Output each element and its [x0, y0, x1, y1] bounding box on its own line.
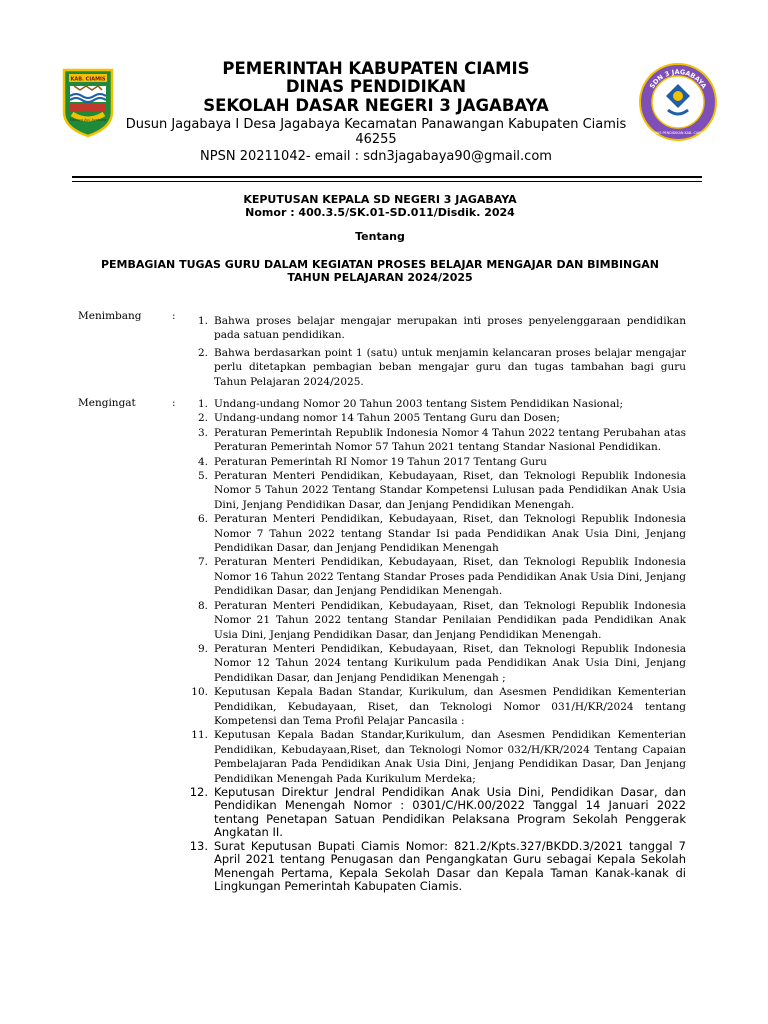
list-item: 6. Peraturan Menteri Pendidikan, Kebudayaan, Riset, dan Teknologi Republik Indonesia Nomor 7 Tahun 2022 tentang Standar Isi pada Pendidikan Anak Usia Dini, Jenjang Pendidikan Dasar, dan Jenjang Pendidikan Menengah [197, 513, 686, 555]
menimbang-label: Menimbang [78, 310, 142, 322]
department-name: DINAS PENDIDIKAN [285, 77, 467, 96]
decree-title [80, 193, 680, 219]
school-logo-text: SDN 3 JAGABAYA [648, 67, 708, 91]
mengingat-label: Mengingat [78, 397, 136, 409]
letterhead [60, 60, 710, 170]
list-item: 2. Undang-undang nomor 14 Tahun 2005 Tentang Guru dan Dosen; [197, 412, 560, 425]
ciamis-crest-logo [60, 66, 116, 138]
school-address: Dusun Jagabaya I Desa Jagabaya Kecamatan Panawangan Kabupaten Ciamis 46255 [125, 117, 627, 147]
letterhead-text [116, 60, 636, 164]
list-item: 3. Peraturan Pemerintah Republik Indonesia Nomor 4 Tahun 2022 tentang Perubahan atas Peraturan Pemerintah Nomor 57 Tahun 2021 tentang Standar Nasional Pendidikan. [197, 426, 686, 454]
government-name: PEMERINTAH KABUPATEN CIAMIS [222, 59, 530, 78]
list-item: 4. Peraturan Pemerintah RI Nomor 19 Tahun 2017 Tentang Guru [197, 455, 547, 468]
list-item: 7. Peraturan Menteri Pendidikan, Kebudayaan, Riset, dan Teknologi Republik Indonesia Nomor 16 Tahun 2022 Tentang Standar Proses pada Pendidikan Anak Usia Dini, Jenjang Pendidikan Dasar, dan Jenjang Pendidikan Menengah. [197, 556, 686, 598]
crest-name-text: KAB. CIAMIS [70, 76, 106, 83]
list-item: 8. Peraturan Menteri Pendidikan, Kebudayaan, Riset, dan Teknologi Republik Indonesia Nomor 21 Tahun 2022 tentang Standar Penilaian Pendidikan pada Pendidikan Anak Usia Dini, Jenjang Pendidikan Dasar, dan Jenjang Pendidikan Menengah. [197, 599, 686, 641]
menimbang-list [186, 314, 686, 392]
list-item: 9. Peraturan Menteri Pendidikan, Kebudayaan, Riset, dan Teknologi Republik Indonesia Nomor 12 Tahun 2024 tentang Kurikulum pada Pendidikan Anak Usia Dini, Jenjang Pendidikan Dasar, dan Jenjang Pendidikan Menengah ; [197, 642, 686, 684]
decree-number: Nomor : 400.3.5/SK.01-SD.011/Disdik. 2024 [245, 206, 515, 219]
decree-title-line: KEPUTUSAN KEPALA SD NEGERI 3 JAGABAYA [243, 193, 517, 206]
menimbang-colon: : [172, 310, 176, 322]
crest-motto-text: Mahayu Ayu Ayahung [69, 118, 107, 122]
list-item: 1. Undang-undang Nomor 20 Tahun 2003 tentang Sistem Pendidikan Nasional; [197, 398, 623, 410]
school-logo-bottom-text: DINAS PENDIDIKAN KAB. CIAMIS [650, 131, 706, 135]
list-item: 12. Keputusan Direktur Jendral Pendidikan Anak Usia Dini, Pendidikan Dasar, dan Pendidikan Menengah Nomor : 0301/C/HK.00/2022 Tanggal 14 Januari 2022 tentang Penetapan Satuan Pendidikan Pelaksana Program Sekolah Penggerak Angkatan II. [189, 784, 686, 840]
list-item: 1. Bahwa proses belajar mengajar merupakan inti proses penyelenggaraan pendidikan pada satuan pendidikan. [197, 315, 686, 342]
list-item: 5. Peraturan Menteri Pendidikan, Kebudayaan, Riset, dan Teknologi Republik Indonesia Nomor 5 Tahun 2022 Tentang Standar Kompetensi Lulusan pada Pendidikan Anak Usia Dini, Jenjang Pendidikan Dasar, dan Jenjang Pendidikan Menengah. [197, 470, 686, 511]
school-name: SEKOLAH DASAR NEGERI 3 JAGABAYA [203, 96, 549, 115]
letterhead-divider-thick [72, 176, 702, 178]
decree-subject-line: PEMBAGIAN TUGAS GURU DALAM KEGIATAN PROSES BELAJAR MENGAJAR DAN BIMBINGAN [100, 258, 660, 271]
decree-subject [80, 258, 680, 284]
letterhead-divider-thin [72, 181, 702, 182]
school-logo [638, 62, 718, 142]
list-item: 2. Bahwa berdasarkan point 1 (satu) untuk menjamin kelancaran proses belajar mengajar perlu ditetapkan pembagian beban mengajar guru dan tugas tambahan bagi guru Tahun Pelajaran 2024/2025. [197, 346, 686, 388]
mengingat-colon: : [172, 397, 176, 409]
list-item: 13. Surat Keputusan Bupati Ciamis Nomor: 821.2/Kpts.327/BKDD.3/2021 tanggal 7 April 2021 tentang Penugasan dan Pengangkatan Guru sebagai Kepala Sekolah Menengah Pertama, Kepala Sekolah Dasar dan Kepala Taman Kanak-kanak di Lingkungan Pemerintah Kabupaten Ciamis. [189, 838, 686, 894]
school-contact: NPSN 20211042- email : sdn3jagabaya90@gmail.com [200, 149, 552, 164]
mengingat-list [186, 397, 686, 894]
decree-year: TAHUN PELAJARAN 2024/2025 [287, 271, 473, 284]
list-item: 10. Keputusan Kepala Badan Standar, Kurikulum, dan Asesmen Pendidikan Kementerian Pendidikan, Kebudayaan, Riset, dan Teknologi Nomor 031/H/KR/2024 tentang Kompetensi dan Tema Profil Pelajar Pancasila : [191, 686, 686, 727]
list-item: 11. Keputusan Kepala Badan Standar,Kurikulum, dan Asesmen Pendidikan Kementerian Pendidikan, Kebudayaan,Riset, dan Teknologi Nomor 032/H/KR/2024 Tentang Capaian Pembelajaran Pada Pendidikan Anak Usia Dini, Jenjang Pendidikan Dasar, Dan Jenjang Pendidikan Menengah Pada Kurikulum Merdeka; [191, 729, 686, 785]
decree-tentang: Tentang [355, 230, 405, 243]
